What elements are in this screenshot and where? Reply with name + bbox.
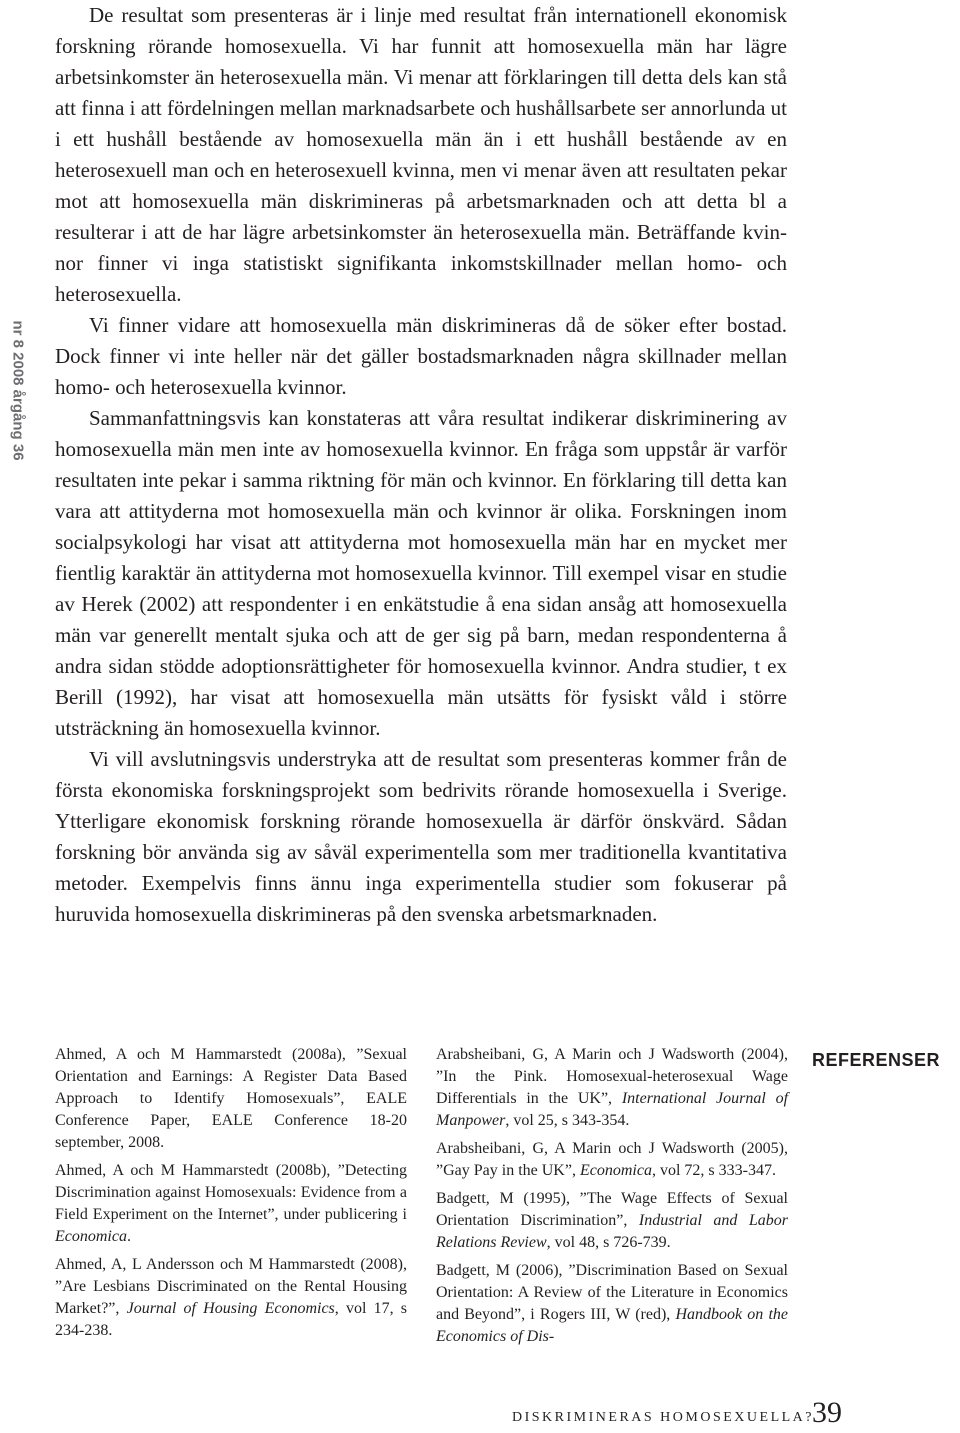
reference-entry: Ahmed, A och M Hammarstedt (2008a), ”Sexual Orientation and Earnings: A Register Data Based Approach to Identify Homosexuals”, EALE Conference Paper, EALE Conference 18-20 september, 2008.	[55, 1046, 407, 1151]
reference-entry: Arabsheibani, G, A Marin och J Wadsworth (2005), ”Gay Pay in the UK”, Economica, vol 72, s 333-347.	[436, 1140, 788, 1179]
reference-entry: Ahmed, A, L Andersson och M Hammarstedt (2008), ”Are Lesbians Discriminated on the Rental Housing Market?”, Journal of Housing Economics, vol 17, s 234-238.	[55, 1256, 408, 1339]
body-paragraph: Sammanfattningsvis kan konstateras att våra resultat indikerar diskriminering av homosexuella män men inte av homosexuella kvinnor. En fråga som uppstår är varför resultaten inte pekar i samma riktning för män och kvinnor. En förklaring till detta kan vara att attityderna mot homosexuella män och kvinnor är olika. Forskningen inom socialpsykologi har visat att attityderna mot homosexuella män har en mycket mer fientlig karaktär än attityderna mot homosexuella kvinnor. Till exempel visar en studie av Herek (2002) att respondenter i en enkätstudie å ena sidan ansåg att homosexuella män var generellt mentalt sjuka och att de ger sig på barn, medan respondenterna å andra sidan stödde adoptionsrättigheter för homosexuella kvinnor. Andra studier, t ex Berill (1992), har visat att homosexuella män utsätts för fysiskt våld i större utsträckning än homosexuella kvinnor.	[55, 406, 787, 740]
body-paragraph: De resultat som presenteras är i linje med resultat från internationell ekonomisk forskning rörande homosexuella. Vi har funnit att homosexuella män har lägre arbetsinkomster än heterosexuella män. Vi menar att förklaringen till detta dels kan stå att finna i att fördelningen mellan marknadsarbete och hushållsarbete ser annorlunda ut i ett hushåll bestående av homosexuella män än i ett hushåll bestående av en heterosexuell man och en heterosexuell kvinna, men vi menar även att resultaten pekar mot att homosexuella män diskrimineras på arbetsmarknaden och att detta bl a resulterar i att de har lägre arbetsinkomster än heterosexuella män. Beträffande kvinnor finner vi inga statistiskt signifikanta inkomstskillnader mellan homo- och heterosexuella.	[55, 3, 787, 306]
page-number: 39	[812, 1396, 842, 1429]
running-title: DISKRIMINERAS HOMOSEXUELLA?	[512, 1410, 814, 1425]
reference-entry: Badgett, M (1995), ”The Wage Effects of Sexual Orientation Discrimination”, Industrial and Labor Relations Review, vol 48, s 726-739.	[436, 1190, 788, 1251]
body-paragraph: Vi vill avslutningsvis understryka att de resultat som presenteras kommer från de första ekonomiska forskningsprojekt som bedrivits rörande homosexuella i Sverige. Ytterligare ekonomisk forskning rörande homosexuella är därför önskvärd. Sådan forskning bör använda sig av såväl experimentella som mer traditionella kvantitativa metoder. Exempelvis finns ännu inga experimentella studier som fokuserar på huruvida homosexuella diskrimineras på den svenska arbetsmarknaden.	[55, 747, 787, 926]
references-left-column	[55, 1044, 407, 1348]
reference-entry: Badgett, M (2006), ”Discrimination Based on Sexual Orientation: A Review of the Literature in Economics and Beyond”, i Rogers III, W (red), Handbook on the Economics of Dis-	[436, 1262, 789, 1345]
article-body	[55, 0, 787, 930]
references-heading: REFERENSER	[812, 1050, 941, 1070]
journal-issue-sidebar	[2, 300, 34, 480]
references-right-column	[436, 1044, 788, 1354]
journal-issue-label: nr 8 2008 årgång 36	[9, 319, 27, 461]
body-paragraph: Vi finner vidare att homosexuella män diskrimineras då de söker efter bostad. Dock finner vi inte heller när det gäller bostadsmarknaden några skillnader mellan homo- och heterosexuella kvinnor.	[55, 313, 787, 399]
reference-entry: Arabsheibani, G, A Marin och J Wadsworth (2004), ”In the Pink. Homosexual-heterosexual Wage Differentials in the UK”, International Journal of Manpower, vol 25, s 343-354.	[436, 1046, 789, 1129]
reference-entry: Ahmed, A och M Hammarstedt (2008b), ”Detecting Discrimination against Homosexuals: Evidence from a Field Experiment on the Internet”, under publicering i Economica.	[55, 1162, 407, 1245]
